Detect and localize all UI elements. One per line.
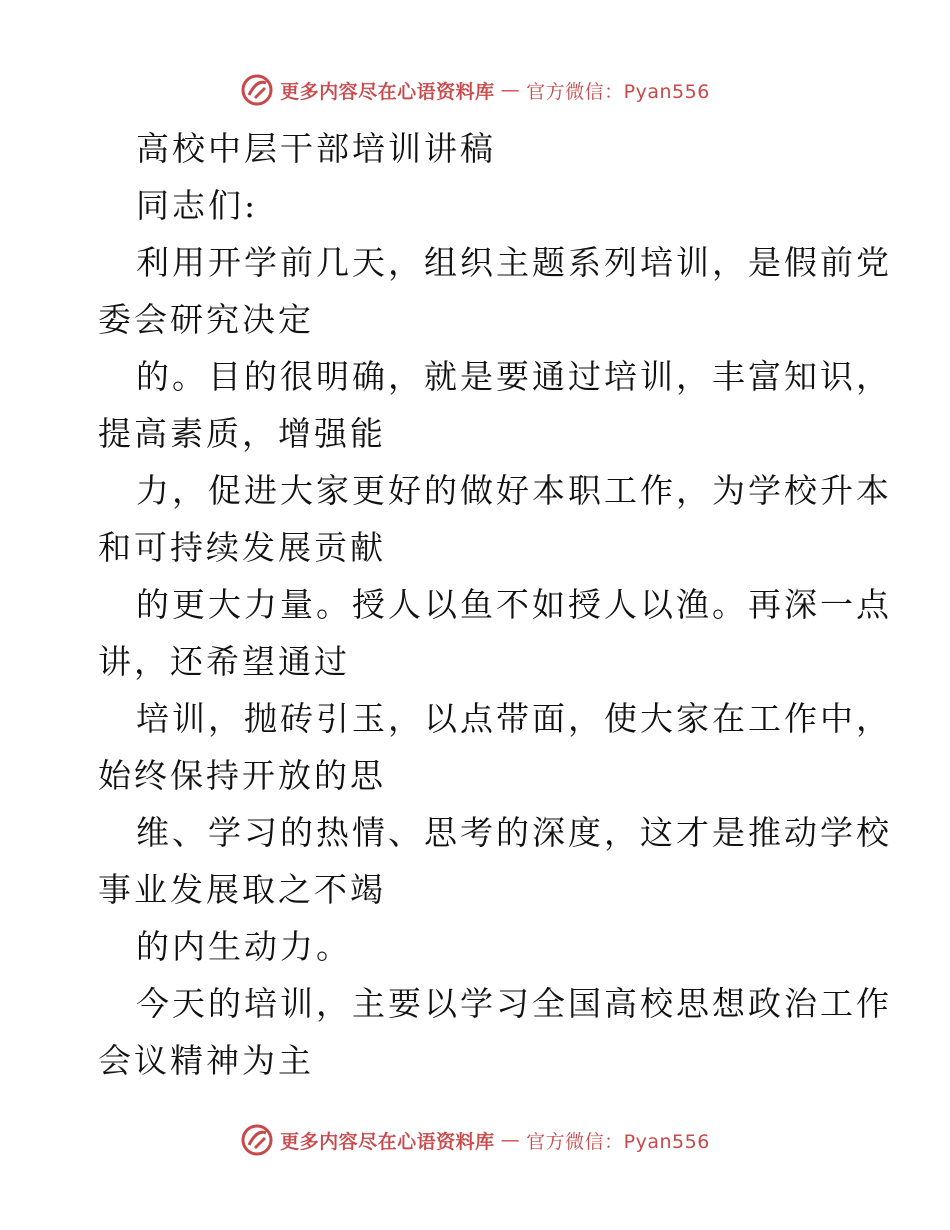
paragraph-line: 委会研究决定: [98, 300, 314, 339]
salutation: 同志们:: [136, 186, 259, 225]
pen-swirl-icon: [240, 73, 274, 107]
paragraph-line: 提高素质，增强能: [98, 414, 386, 453]
paragraph-line: 的更大力量。授人以鱼不如授人以渔。再深一点: [136, 585, 892, 624]
paragraph-line: 会议精神为主: [98, 1041, 314, 1080]
watermark-wechat: 官方微信：Pyan556: [526, 80, 710, 103]
watermark-wechat: 官方微信：Pyan556: [526, 1130, 710, 1153]
paragraph-line: 维、学习的热情、思考的深度，这才是推动学校: [136, 813, 892, 852]
document-title: 高校中层干部培训讲稿: [136, 129, 496, 168]
paragraph-line: 力，促进大家更好的做好本职工作，为学校升本: [136, 471, 892, 510]
paragraph-line: 利用开学前几天，组织主题系列培训，是假前党: [136, 243, 892, 282]
footer-watermark: [0, 1120, 950, 1160]
paragraph-line: 始终保持开放的思: [98, 756, 386, 795]
paragraph-line: 事业发展取之不竭: [98, 870, 386, 909]
watermark-brand: 更多内容尽在心语资料库: [280, 80, 495, 103]
paragraph-line: 和可持续发展贡献: [98, 528, 386, 567]
watermark-brand: 更多内容尽在心语资料库: [280, 1130, 495, 1153]
header-watermark: [0, 70, 950, 110]
paragraph-line: 讲，还希望通过: [98, 642, 350, 681]
paragraph-line: 今天的培训，主要以学习全国高校思想政治工作: [136, 984, 892, 1023]
document-body: [98, 120, 892, 1089]
watermark-separator: —: [500, 1129, 521, 1151]
watermark-separator: —: [500, 79, 521, 101]
paragraph-line: 的内生动力。: [136, 927, 352, 966]
paragraph-line: 培训，抛砖引玉，以点带面，使大家在工作中，: [136, 699, 892, 738]
paragraph-line: 的。目的很明确，就是要通过培训，丰富知识，: [136, 357, 892, 396]
pen-swirl-icon: [240, 1123, 274, 1157]
